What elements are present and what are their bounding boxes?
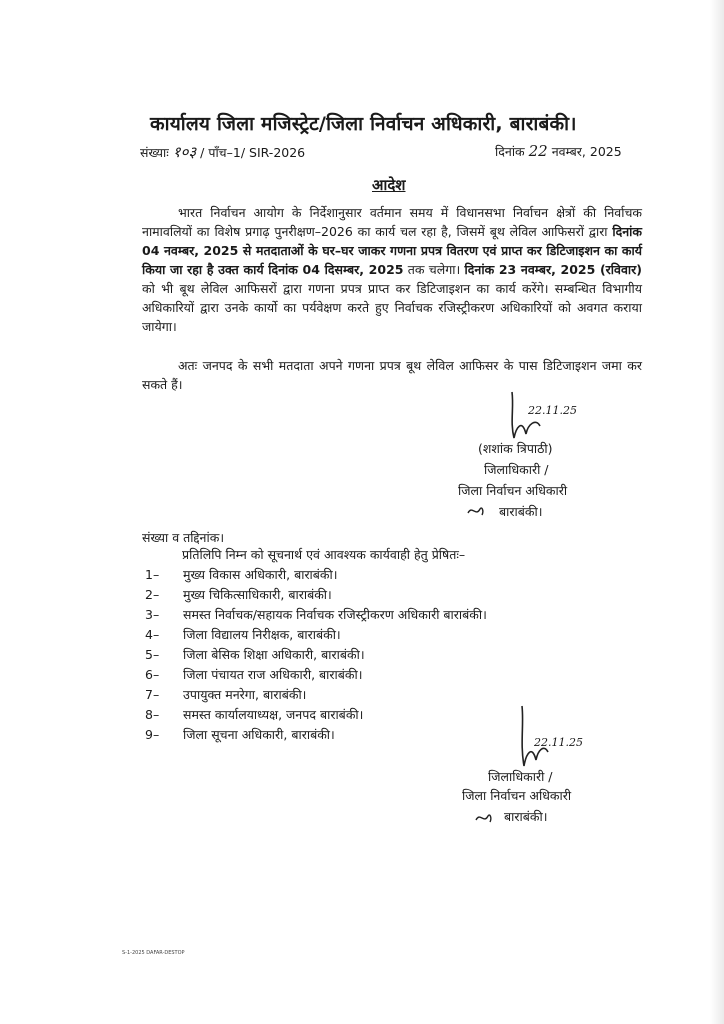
signatory-1-designation-2: जिला निर्वाचन अधिकारी bbox=[458, 483, 568, 498]
initials-mark-2 bbox=[474, 810, 494, 826]
list-item: 6– जिला पंचायत राज अधिकारी, बाराबंकी। bbox=[145, 667, 363, 682]
p1-part-b-bold: दिनांक 04 नवम्बर, 2025 से मतदाताओं के घर–घर जाकर गणना प्रपत्र वितरण एवं प्राप्त कर डिटिजाइशन का कार्य किया जा रहा है उक्त कार्य दिनांक 04 दिसम्बर, 2025 bbox=[142, 224, 642, 277]
list-item: 9– जिला सूचना अधिकारी, बाराबंकी। bbox=[145, 727, 335, 742]
number-suffix: / पाँच–1/ SIR-2026 bbox=[200, 145, 306, 160]
page-edge-shadow bbox=[710, 0, 724, 1024]
signatory-2-designation-2: जिला निर्वाचन अधिकारी bbox=[462, 788, 572, 803]
initials-mark-1 bbox=[466, 503, 486, 519]
order-paragraph-2: अतः जनपद के सभी मतदाता अपने गणना प्रपत्र बूथ लेविल आफिसर के पास डिटिजाइशन जमा कर सकते हैं। bbox=[142, 358, 642, 392]
date-label: दिनांक bbox=[495, 144, 525, 159]
list-item: 8– समस्त कार्यालयाध्यक्ष, जनपद बाराबंकी। bbox=[145, 707, 364, 722]
signature-1-scribble bbox=[500, 388, 590, 448]
signature-2-date: 22.11.25 bbox=[534, 736, 583, 749]
footer-file-code: S-1-2025 DAFAR-DESTOP bbox=[122, 950, 185, 956]
p1-part-e: को भी बूथ लेविल आफिसरों द्वारा गणना प्रपत्र प्राप्त कर डिटिजाइशन का कार्य करेंगे। सम्बन्धित विभागीय अधिकारियों द्वारा उनके कार्यो का पर्यवेक्षण करते हुए निर्वाचक रजिस्ट्रीकरण अधिकारियों को अवगत कराया जायेगा। bbox=[142, 281, 642, 334]
number-handwritten: १०३ bbox=[172, 143, 197, 161]
signatory-1-place: बाराबंकी। bbox=[499, 504, 543, 519]
p1-part-d-bold: दिनांक 23 नवम्बर, 2025 (रविवार) bbox=[464, 262, 642, 277]
list-item: 1– मुख्य विकास अधिकारी, बाराबंकी। bbox=[145, 567, 338, 582]
list-item: 5– जिला बेसिक शिक्षा अधिकारी, बाराबंकी। bbox=[145, 647, 365, 662]
signature-1-date: 22.11.25 bbox=[528, 404, 577, 417]
signatory-name: (शशांक त्रिपाठी) bbox=[478, 441, 553, 456]
signatory-2-designation: जिलाधिकारी / bbox=[488, 769, 553, 784]
copy-list bbox=[145, 566, 487, 746]
order-heading: आदेश bbox=[372, 176, 406, 194]
reference-number bbox=[140, 142, 305, 162]
p1-part-c: तक चलेगा। bbox=[407, 262, 461, 277]
copy-intro: प्रतिलिपि निम्न को सूचनार्थ एवं आवश्यक कार्यवाही हेतु प्रेषितः– bbox=[182, 547, 466, 562]
order-date bbox=[495, 142, 622, 160]
list-item: 3– समस्त निर्वाचक/सहायक निर्वाचक रजिस्ट्रीकरण अधिकारी बाराबंकी। bbox=[145, 607, 487, 622]
date-day-handwritten: 22 bbox=[528, 142, 548, 160]
list-item: 2– मुख्य चिकित्साधिकारी, बाराबंकी। bbox=[145, 587, 332, 602]
order-paragraph-1 bbox=[142, 203, 642, 336]
date-rest: नवम्बर, 2025 bbox=[551, 144, 622, 159]
list-item: 7– उपायुक्त मनरेगा, बाराबंकी। bbox=[145, 687, 307, 702]
signatory-1-designation: जिलाधिकारी / bbox=[484, 462, 549, 477]
signatory-2-place: बाराबंकी। bbox=[504, 809, 548, 824]
list-item: 4– जिला विद्यालय निरीक्षक, बाराबंकी। bbox=[145, 627, 341, 642]
office-title: कार्यालय जिला मजिस्ट्रेट/जिला निर्वाचन अधिकारी, बाराबंकी। bbox=[150, 113, 577, 135]
number-label: संख्याः bbox=[140, 145, 169, 160]
copy-reference: संख्या व तद्दिनांक। bbox=[142, 530, 225, 545]
p1-part-a: भारत निर्वाचन आयोग के निर्देशानुसार वर्तमान समय में विधानसभा निर्वाचन क्षेत्रों की निर्वाचक नामावलियों का विशेष प्रगाढ़ पुनरीक्षण–2026 का कार्य चल रहा है, जिसमें बूथ लेविल आफिसरों द्वारा bbox=[142, 205, 642, 239]
